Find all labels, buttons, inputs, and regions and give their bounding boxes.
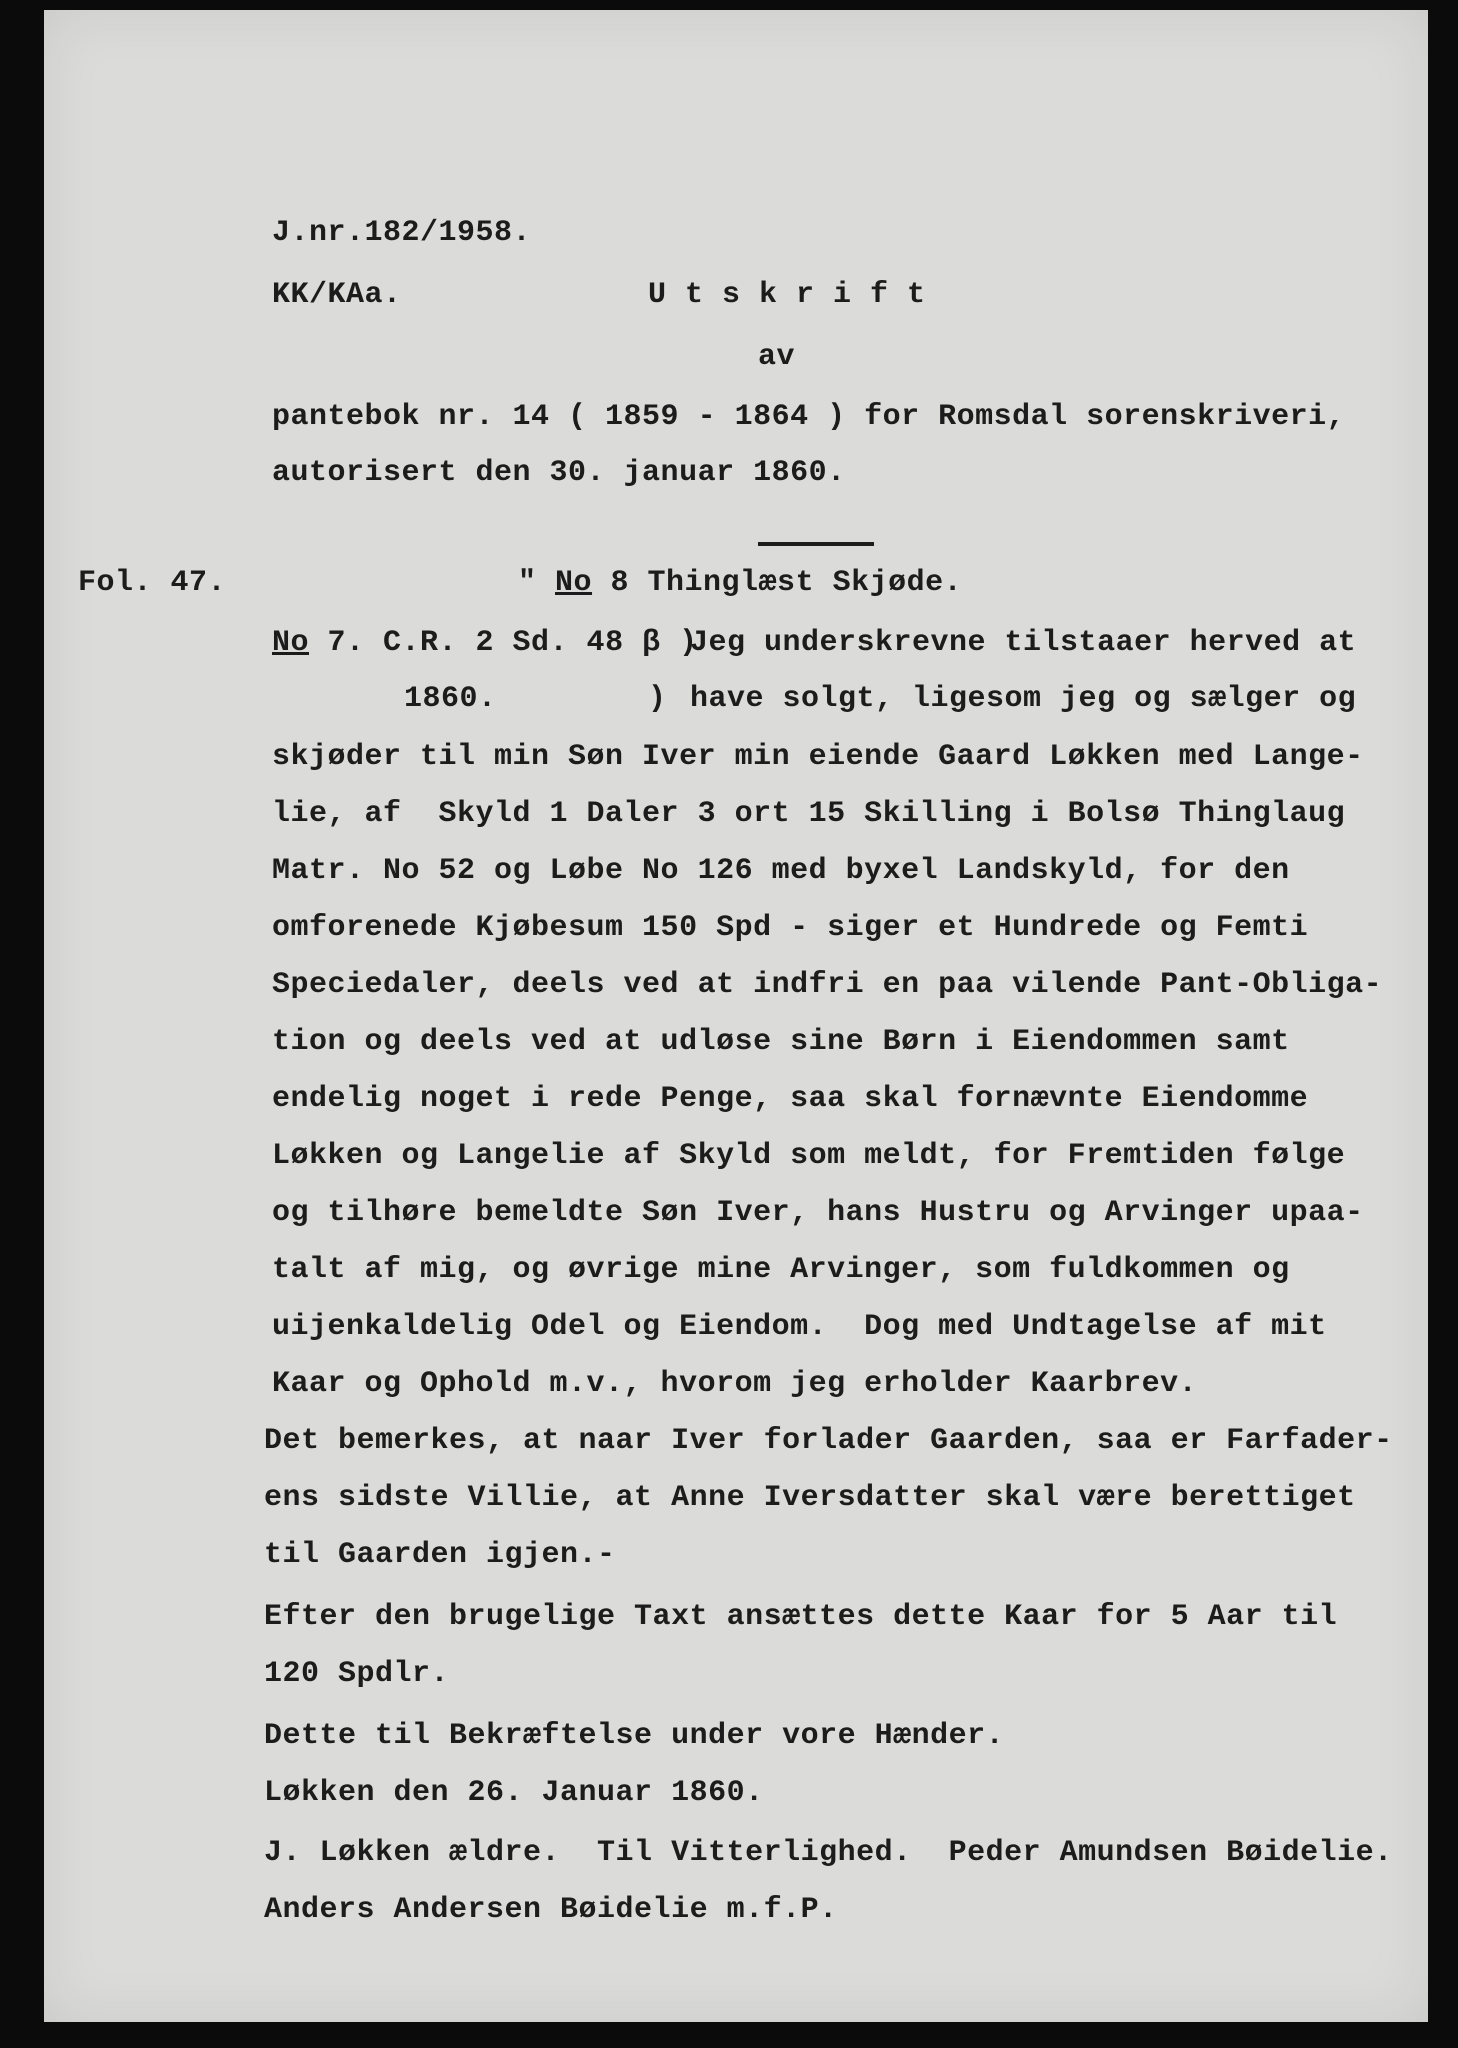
remark-line: ens sidste Villie, at Anne Iversdatter skal være berettiget [264, 1481, 1356, 1515]
body-line: uijenkaldelig Odel og Eiendom. Dog med Undtagelse af mit [272, 1310, 1327, 1344]
document-page [44, 10, 1428, 2022]
valuation-line: Efter den brugelige Taxt ansættes dette Kaar for 5 Aar til [264, 1600, 1338, 1634]
remark-line: Det bemerkes, at naar Iver forlader Gaarden, saa er Farfader- [264, 1424, 1393, 1458]
place-date-line: Løkken den 26. Januar 1860. [264, 1776, 764, 1810]
body-line-0b: have solgt, ligesom jeg og sælger og [690, 682, 1357, 716]
body-line: omforenede Kjøbesum 150 Spd - siger et Hundrede og Femti [272, 911, 1309, 945]
confirmation-line: Dette til Bekræftelse under vore Hænder. [264, 1719, 1005, 1753]
title-av: av [758, 340, 796, 374]
entry-heading [518, 566, 962, 600]
folio-number: Fol. 47. [78, 566, 227, 600]
body-line: Matr. No 52 og Løbe No 126 med byxel Landskyld, for den [272, 854, 1290, 888]
journal-number: J.nr.182/1958. [272, 216, 532, 250]
heading-rest: 8 Thinglæst Skjøde. [592, 566, 963, 600]
body-line: og tilhøre bemeldte Søn Iver, hans Hustru og Arvinger upaa- [272, 1196, 1364, 1230]
source-line-2: autorisert den 30. januar 1860. [272, 456, 846, 490]
ref-no: No [272, 626, 310, 660]
remark-line: til Gaarden igjen.- [264, 1538, 616, 1572]
signatures-line: J. Løkken ældre. Til Vitterlighed. Peder Amundsen Bøidelie. [264, 1836, 1393, 1870]
body-line: Speciedaler, deels ved at indfri en paa vilende Pant-Obliga- [272, 968, 1383, 1002]
reference-paren: ) [648, 682, 667, 716]
heading-quote: " [518, 566, 556, 600]
separator-rule [758, 542, 874, 546]
body-line: tion og deels ved at udløse sine Børn i Eiendommen samt [272, 1025, 1290, 1059]
body-line: talt af mig, og øvrige mine Arvinger, som fuldkommen og [272, 1253, 1290, 1287]
valuation-line: 120 Spdlr. [264, 1657, 450, 1691]
signatures-line-2: Anders Andersen Bøidelie m.f.P. [264, 1893, 838, 1927]
body-line: Løkken og Langelie af Skyld som meldt, for Fremtiden følge [272, 1139, 1346, 1173]
body-line: Kaar og Ophold m.v., hvorom jeg erholder Kaarbrev. [272, 1367, 1198, 1401]
body-line: endelig noget i rede Penge, saa skal fornævnte Eiendomme [272, 1082, 1309, 1116]
heading-no: No [555, 566, 593, 600]
reference-year: 1860. [404, 682, 497, 716]
document-title: Utskrift [648, 278, 945, 312]
body-line: skjøder til min Søn Iver min eiende Gaard Løkken med Lange- [272, 740, 1364, 774]
initials: KK/KAa. [272, 278, 402, 312]
source-line-1: pantebok nr. 14 ( 1859 - 1864 ) for Romsdal sorenskriveri, [272, 400, 1346, 434]
body-line-0a: Jeg underskrevne tilstaaer herved at [690, 626, 1357, 660]
ref-rest: 7. C.R. 2 Sd. 48 β ) [309, 626, 698, 660]
reference-note [272, 626, 698, 660]
body-line: lie, af Skyld 1 Daler 3 ort 15 Skilling i Bolsø Thinglaug [272, 797, 1346, 831]
